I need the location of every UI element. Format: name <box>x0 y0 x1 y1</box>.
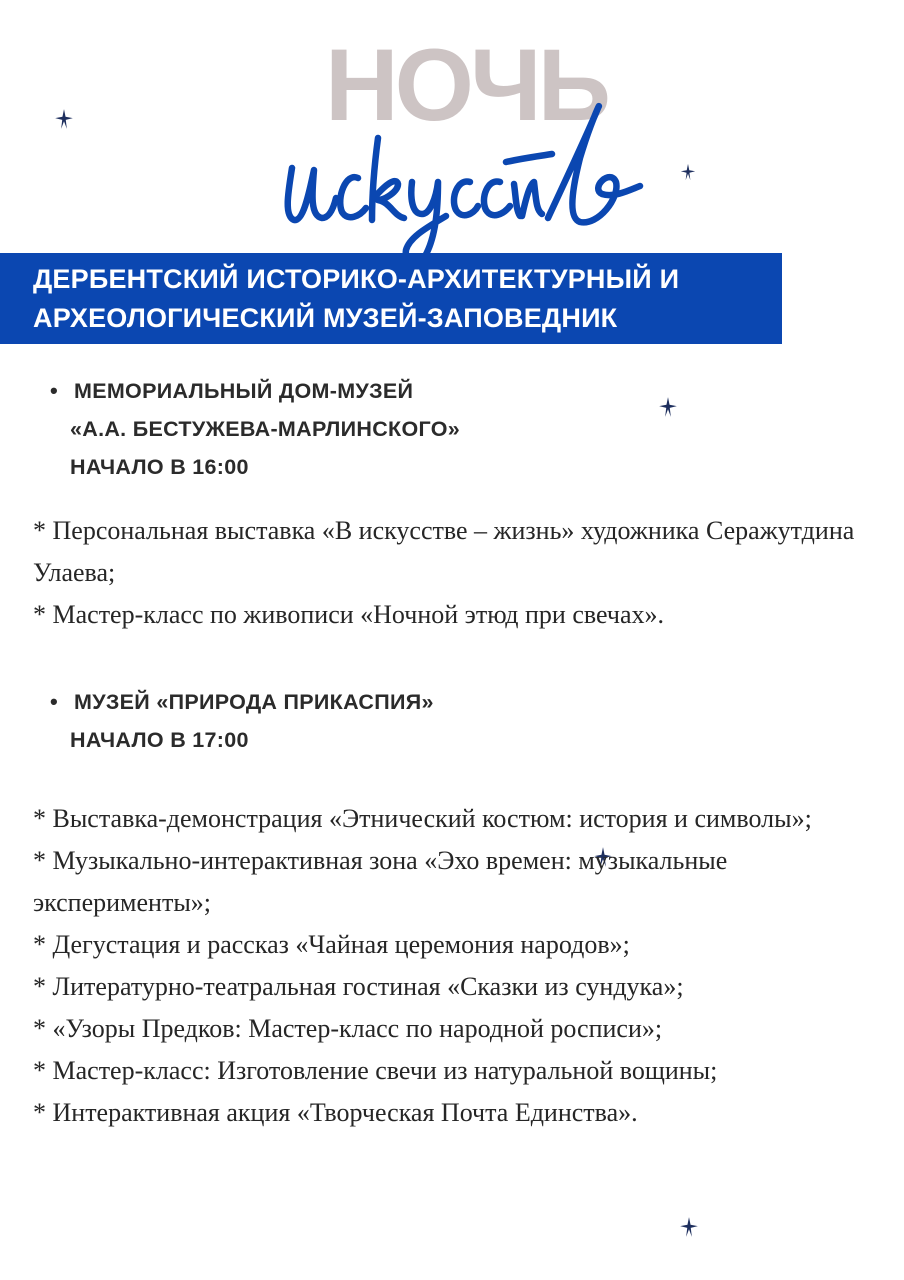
museum-banner <box>0 253 782 344</box>
star-icon <box>53 108 75 130</box>
activity-item: * Интерактивная акция «Творческая Почта Единства». <box>33 1098 638 1127</box>
venue-start-time: НАЧАЛО В 17:00 <box>70 728 249 752</box>
star-icon <box>679 163 697 181</box>
venue-start-time: НАЧАЛО В 16:00 <box>70 455 249 479</box>
activity-item: * Дегустация и рассказ «Чайная церемония народов»; <box>33 930 630 959</box>
bullet-icon: • <box>50 378 59 403</box>
venue-heading <box>50 372 460 486</box>
activity-list <box>33 510 863 636</box>
banner-line-1: ДЕРБЕНТСКИЙ ИСТОРИКО-АРХИТЕКТУРНЫЙ И <box>33 264 680 294</box>
bullet-icon: • <box>50 689 59 714</box>
event-logo <box>280 30 680 250</box>
star-icon <box>657 396 679 418</box>
venue-name-line1: МЕМОРИАЛЬНЫЙ ДОМ-МУЗЕЙ <box>74 379 414 403</box>
venue-name-line1: МУЗЕЙ «ПРИРОДА ПРИКАСПИЯ» <box>74 690 434 714</box>
activity-item: * Музыкально-интерактивная зона «Эхо времен: музыкальные эксперименты»; <box>33 846 728 917</box>
activity-item: * Мастер-класс по живописи «Ночной этюд при свечах». <box>33 600 665 629</box>
venue-heading <box>50 683 434 759</box>
activity-item: * Персональная выставка «В искусстве – жизнь» художника Серажутдина Улаева; <box>33 516 855 587</box>
activity-list <box>33 798 863 1134</box>
activity-item: * Литературно-театральная гостиная «Сказки из сундука»; <box>33 972 684 1001</box>
activity-item: * Выставка-демонстрация «Этнический костюм: история и символы»; <box>33 804 812 833</box>
activity-item: * «Узоры Предков: Мастер-класс по народной росписи»; <box>33 1014 663 1043</box>
venue-name-line2: «А.А. БЕСТУЖЕВА-МАРЛИНСКОГО» <box>70 417 460 441</box>
logo-script-art <box>280 98 660 268</box>
activity-item: * Мастер-класс: Изготовление свечи из натуральной вощины; <box>33 1056 718 1085</box>
banner-line-2: АРХЕОЛОГИЧЕСКИЙ МУЗЕЙ-ЗАПОВЕДНИК <box>33 303 618 333</box>
logo-title-night: НОЧЬ <box>325 28 607 142</box>
star-icon <box>678 1216 700 1238</box>
